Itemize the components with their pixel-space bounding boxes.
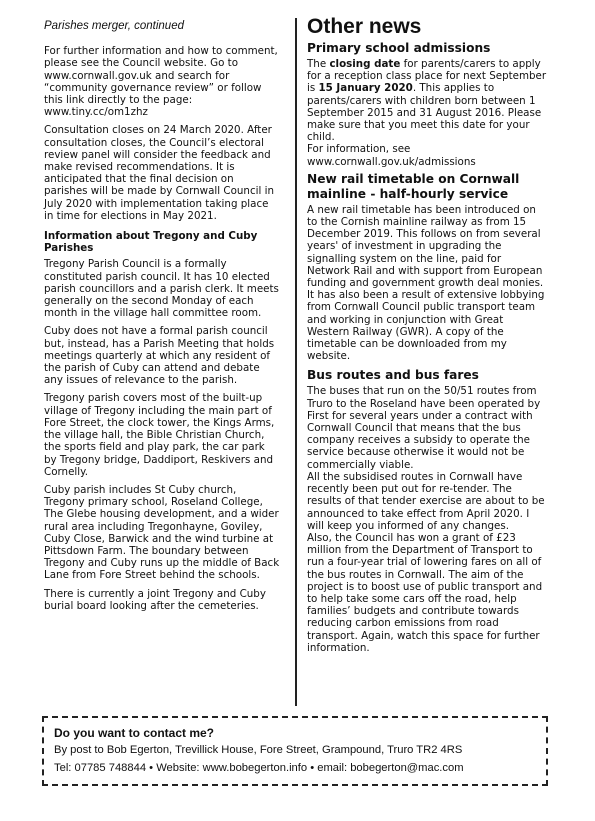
contact-box bbox=[42, 716, 548, 786]
paragraph-bus-operation: The buses that run on the 50/51 routes from Truro to the Roseland have been operated by First for several years under a contract with Cornwall Council that means that the bus company receives a subsidy to operate the service because otherwise it would not be commercially viable. bbox=[307, 385, 541, 471]
right-column bbox=[307, 14, 547, 660]
paragraph-admissions bbox=[307, 58, 547, 143]
admissions-info-label: For information, see bbox=[307, 143, 411, 156]
admissions-text-c: for parents/carers to apply for a reception class place for next September is bbox=[307, 58, 547, 95]
paragraph-burial-board: There is currently a joint Tregony and Cuby burial board looking after the cemeteries. bbox=[44, 587, 266, 612]
paragraph-rail-timetable: A new rail timetable has been introduced on to the Cornish mainline railway as from 15 December 2019. This follows on from several years' of investment in upgrading the signalling system on the line, paid for Network Rail and with support from European funding and government growth deal monies. It has also been a result of extensive lobbying from Cornwall Council public transport team and working in conjunction with Great Western Railway (GWR). A copy of the timetable can be downloaded from my website. bbox=[307, 203, 545, 363]
paragraph-cuby-coverage: Cuby parish includes St Cuby church, Tregony primary school, Roseland College, The Glebe housing development, and a wider rural area including Tregonhayne, Goviley, Cuby Close, Barwick and the wind turbine at Pittsdown Farm. The boundary between Tregony and Cuby runs up the middle of Back Lane from Fore Street behind the schools. bbox=[44, 483, 280, 582]
left-column bbox=[44, 14, 280, 618]
admissions-text-a: The bbox=[307, 58, 330, 70]
closing-date-label: closing date bbox=[329, 58, 401, 70]
contact-postal-address: By post to Bob Egerton, Trevillick House, Fore Street, Grampound, Truro TR2 4RS bbox=[54, 744, 463, 756]
paragraph-further-info: For further information and how to comment, please see the Council website. Go to www.cornwall.gov.uk and search for “community governance review” or follow this link directly to the page: www.tiny.cc/om1zhz bbox=[44, 45, 278, 119]
other-news-title: Other news bbox=[307, 15, 422, 38]
paragraph-cuby-meeting: Cuby does not have a formal parish council but, instead, has a Parish Meeting that holds meetings quarterly at which any resident of the parish of Cuby can attend and debate any issues of relevance to the parish. bbox=[44, 325, 275, 387]
paragraph-bus-grant: Also, the Council has won a grant of £23 million from the Department of Transport to run a four-year trial of lowering fares on all of the bus routes in Cornwall. The aim of the project is to boost use of public transport and to help take some cars off the road, help families’ budgets and contribute towards reducing carbon emissions from road transport. Again, watch this space for further information. bbox=[307, 531, 543, 654]
continued-label: Parishes merger, continued bbox=[44, 20, 184, 32]
contact-phone-web-email: Tel: 07785 748844 • Website: www.bobegerton.info • email: bobegerton@mac.com bbox=[54, 762, 464, 774]
paragraph-tregony-coverage: Tregony parish covers most of the built-up village of Tregony including the main part of Fore Street, the clock tower, the Kings Arms, the village hall, the Bible Christian Church, the sports field and play park, the car park by Tregony bridge, Daddiport, Reskivers and Cornelly. bbox=[44, 392, 275, 478]
paragraph-consultation: Consultation closes on 24 March 2020. After consultation closes, the Council’s electoral review panel will consider the feedback and make revised recommendations. It is anticipated that the final decision on parishes will be made by Cornwall Council in July 2020 with implementation taking place in time for elections in May 2021. bbox=[44, 124, 274, 222]
admissions-link: www.cornwall.gov.uk/admissions bbox=[307, 155, 476, 168]
contact-title: Do you want to contact me? bbox=[54, 726, 215, 740]
heading-rail-timetable: New rail timetable on Cornwall mainline - half-hourly service bbox=[307, 171, 520, 201]
paragraph-tregony-council: Tregony Parish Council is a formally constituted parish council. It has 10 elected parish councillors and a parish clerk. It meets generally on the second Monday of each month in the village hall committee room. bbox=[44, 258, 279, 320]
admissions-text-e: . This applies to parents/carers with children born between 1 September 2015 and 31 August 2016. Please make sure that you meet this date for your child. bbox=[307, 82, 542, 144]
subheading-tregony-cuby: Information about Tregony and Cuby Parishes bbox=[44, 230, 258, 255]
column-divider bbox=[295, 18, 297, 706]
heading-school-admissions: Primary school admissions bbox=[307, 41, 491, 55]
paragraph-bus-retender: All the subsidised routes in Cornwall have recently been put out for re-tender. The results of that tender exercise are about to be announced to take effect from April 2020. I will keep you informed of any changes. bbox=[307, 470, 545, 532]
heading-bus-routes: Bus routes and bus fares bbox=[307, 368, 479, 383]
closing-date-value: 15 January 2020 bbox=[318, 82, 413, 95]
